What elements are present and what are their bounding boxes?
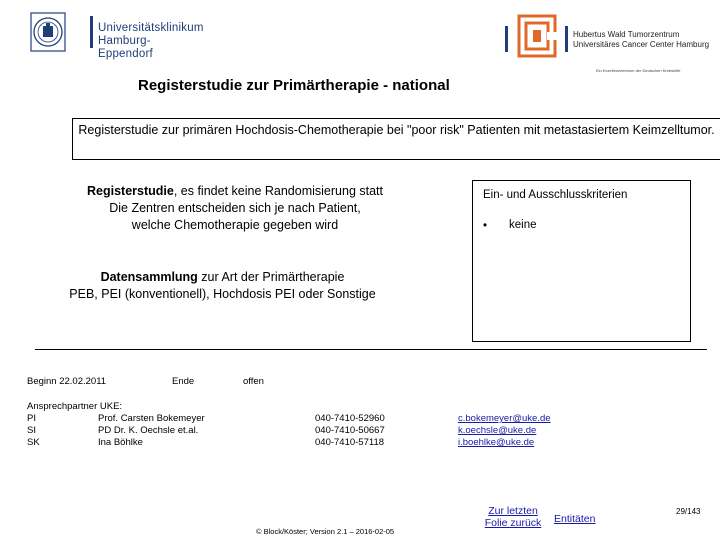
subtitle-text: Registerstudie zur primären Hochdosis-Chemotherapie bei "poor risk" Patienten mit metastasiertem Keimzelltumor. <box>78 123 715 137</box>
contact-phone: 040-7410-50667 <box>315 425 385 436</box>
uke-logo-text <box>98 22 204 61</box>
end-value: offen <box>243 376 264 387</box>
contact-name: Ina Böhlke <box>98 437 143 448</box>
hwtz-logo-text <box>573 30 709 50</box>
back-link-line1: Zur letzten <box>488 505 538 517</box>
criteria-bullet: • <box>483 220 488 232</box>
divider <box>35 349 707 350</box>
contact-role: SI <box>27 425 36 436</box>
register-heading: Registerstudie <box>87 184 174 198</box>
hwtz-tagline: Ein Exzellenzzentrum der Deutschen Krebshilfe <box>596 68 681 73</box>
hwtz-name-line1: Hubertus Wald Tumorzentrum <box>573 30 680 39</box>
contact-email-link[interactable]: c.bokemeyer@uke.de <box>458 413 551 424</box>
hwtz-mark-icon <box>517 14 557 58</box>
register-line3: welche Chemotherapie gegeben wird <box>131 218 339 232</box>
back-link[interactable] <box>482 505 544 529</box>
datensammlung-line1 <box>40 269 405 286</box>
contact-role: SK <box>27 437 40 448</box>
contacts-heading: Ansprechpartner UKE: <box>27 401 123 412</box>
contact-name: PD Dr. K. Oechsle et.al. <box>98 425 199 436</box>
contact-role: PI <box>27 413 36 424</box>
page-title: Registerstudie zur Primärtherapie - national <box>138 77 450 94</box>
hwtz-bar-left <box>505 26 508 52</box>
contact-phone: 040-7410-57118 <box>315 437 385 448</box>
begin-date: Beginn 22.02.2011 <box>27 376 107 387</box>
register-line1-rest: , es findet keine Randomisierung statt <box>173 184 383 198</box>
datensammlung-line1-rest: zur Art der Primärtherapie <box>197 270 345 284</box>
contact-email-link[interactable]: k.oechsle@uke.de <box>458 425 537 436</box>
hwtz-logo <box>505 12 720 73</box>
hwtz-name-line2: Universitäres Cancer Center Hamburg <box>573 40 710 49</box>
criteria-box <box>472 180 691 342</box>
entities-link[interactable]: Entitäten <box>554 513 596 525</box>
page-number: 29/143 <box>676 507 701 516</box>
criteria-item: keine <box>509 219 537 231</box>
contact-name: Prof. Carsten Bokemeyer <box>98 413 205 424</box>
datensammlung-line2: PEB, PEI (konventionell), Hochdosis PEI oder Sonstige <box>69 287 376 301</box>
uke-name-line1: Universitätsklinikum <box>98 22 204 34</box>
uke-bar <box>90 16 93 48</box>
uke-name-line2: Hamburg-Eppendorf <box>98 35 153 60</box>
copyright: © Block/Köster; Version 2.1 – 2016-02-05 <box>256 527 395 536</box>
hwtz-bar-right <box>565 26 568 52</box>
contact-phone: 040-7410-52960 <box>315 413 385 424</box>
back-link-line2: Folie zurück <box>484 517 542 529</box>
end-label: Ende <box>172 376 195 387</box>
uke-seal-icon <box>30 12 66 52</box>
register-line2: Die Zentren entscheiden sich je nach Patient, <box>109 201 361 215</box>
contact-email-link[interactable]: i.boehlke@uke.de <box>458 437 535 448</box>
register-description <box>60 183 410 234</box>
criteria-title: Ein- und Ausschlusskriterien <box>483 189 628 201</box>
register-line1 <box>60 183 410 200</box>
uke-logo <box>30 12 204 60</box>
datensammlung-heading: Datensammlung <box>100 270 198 284</box>
subtitle-box <box>72 118 720 160</box>
datensammlung-description <box>40 269 405 303</box>
